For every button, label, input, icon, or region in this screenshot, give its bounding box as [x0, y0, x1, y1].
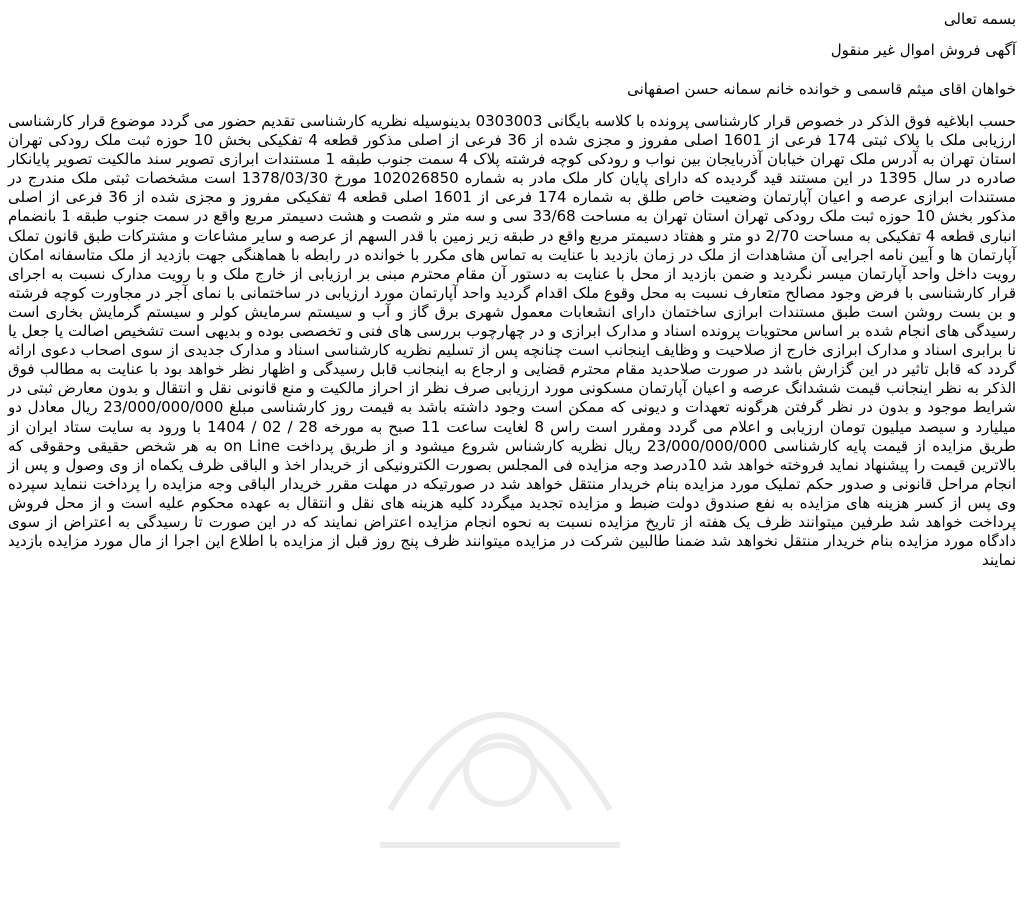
parties-line: خواهان اقای میثم قاسمی و خوانده خانم سمانه حسن اصفهانی	[627, 80, 1016, 98]
invocation-heading: بسمه تعالی	[943, 10, 1016, 28]
notice-title: آگهی فروش اموال غیر منقول	[830, 41, 1016, 59]
seal-watermark-icon	[320, 560, 680, 890]
notice-body: حسب ابلاغیه فوق الذکر در خصوص قرار کارشناسی پرونده با کلاسه بایگانی 0303003 بدینوسیله نظریه کارشناسی تقدیم حضور می گردد موضوع قرار کارشناسی ارزیابی ملک با پلاک ثبتی 174 فرعی از 1601 اصلی مفروز و مجزی شده از 36 فرعی از اصلی مذکور قطعه 4 تفکیکی بخش 10 حوزه ثبت ملک رودکی تهران استان تهران به آدرس ملک تهران خیابان آذربایجان بین نواب و رودکی کوچه فرشته پلاک 4 سمت جنوب طبقه 1 مستندات ابرازی تصویر سند مالکیت تصویر پایانکار صادره در سال 1395 در این مستند قید گردیده که دارای پایان کار ملک مادر به شماره 102026850 مورخ 1378/03/30 است مشخصات ثبتی ملک مندرج در مستندات ابرازی عرصه و اعیان آپارتمان وضعیت خاص طلق به شماره 174 فرعی از 1601 اصلی قطعه 4 تفکیکی مفروز و مجزی شده از 36 فرعی از اصلی مذکور بخش 10 حوزه ثبت ملک رودکی تهران استان تهران به مساحت 33/68 سی و سه متر و شصت و هشت دسیمتر مربع واقع در سمت جنوب طبقه 1 بانضمام انباری قطعه 4 تفکیکی به مساحت 2/70 دو متر و هفتاد دسیمتر مربع واقع در طبقه زیر زمین با قدر السهم از عرصه و سایر مشاعات و مشترکات طبق قانون تملک آپارتمان ها و آیین نامه اجرایی آن مشاهدات از ملک در زمان بازدید با عنایت به تماس های مکرر با خوانده در رابطه با هماهنگی جهت بازدید از ملک متاسفانه امکان رویت داخل واحد آپارتمان میسر نگردید و ضمن بازدید از محل با عنایت به دستور آن مقام محترم مبنی بر ارزیابی از خارج ملک و با رویت مدارک نسبت به اجرای قرار کارشناسی با فرض وجود مصالح متعارف نسبت به محل وقوع ملک اقدام گردید واحد آپارتمان مورد ارزیابی در ساختمانی با نمای آجر در مجاورت کوچه فرشته و بن بست روشن است طبق مستندات ابرازی ساختمان دارای انشعابات معمول شهری برق گاز و آب و سیستم سرمایش کولر و سیستم گرمایش بخاری است رسیدگی های انجام شده بر اساس محتویات پرونده اسناد و مدارک ابرازی و در چهارچوب بررسی های فنی و تخصصی بوده و بدیهی است تشخیص اصالت یا جعل یا نا برابری اسناد و مدارک ابرازی خارج از صلاحیت و وظایف اینجانب است چنانچه پس از تسلیم نظریه کارشناسی اسناد و مدارک جدیدی از سوی اصحاب دعوی ارائه گردد که قابل تاثیر در این گزارش باشد در صورت صلاحدید مقام محترم قضایی و ارجاع به اینجانب قابل رسیدگی و اظهار نظر خواهد بود با عنایت به مطالب فوق الذکر به نظر اینجانب قیمت ششدانگ عرصه و اعیان آپارتمان مسکونی مورد ارزیابی صرف نظر از احراز مالکیت و منع قانونی نقل و انتقال و بدون معارض ثبتی در شرایط موجود و بدون در نظر گرفتن هرگونه تعهدات و دیونی که ممکن است وجود داشته باشد به قیمت روز کارشناسی مبلغ 23/000/000/000 ریال معادل دو میلیارد و سیصد میلیون تومان ارزیابی و اعلام می گردد ومقرر است راس 8 لغایت ساعت 11 صبح به مورخه 28 / 02 / 1404 با ورود به سایت ستاد ایران از طریق مزایده از قیمت پایه کارشناسی 23/000/000/000 ریال نظریه کارشناس شروع میشود و از طریق پرداخت on Line به هر شخص حقیقی وحقوقی که بالاترین قیمت را پیشنهاد نماید فروخته خواهد شد 10درصد وجه مزایده فی المجلس بصورت الکترونیکی از خریدار اخذ و الباقی ظرف یکماه از وی وصول و پس از انجام مراحل قانونی و صدور حکم تملیک مورد مزایده بنام خریدار منتقل خواهد شد در صورتیکه در مهلت مقرر خریدار الباقی وجه مزایده را پرداخت ننماید سپرده وی پس از کسر هزینه های مزایده به نفع صندوق دولت ضبط و مزایده تجدید میگردد کلیه هزینه های نقل و انتقال به عهده محکوم علیه است و از محل فروش پرداخت خواهد شد طرفین میتوانند ظرف یک هفته از تاریخ مزایده نسبت به نحوه انجام مزایده اعتراض نمایند که در این صورت تا رسیدگی به اعتراض از سوی دادگاه مورد مزایده بنام خریدار منتقل نخواهد شد ضمنا طالبین شرکت در مزایده میتوانند ظرف پنج روز قبل از مزایده با اطلاع این اجرا از مال مورد مزایده بازدید نمایند	[8, 112, 1017, 570]
